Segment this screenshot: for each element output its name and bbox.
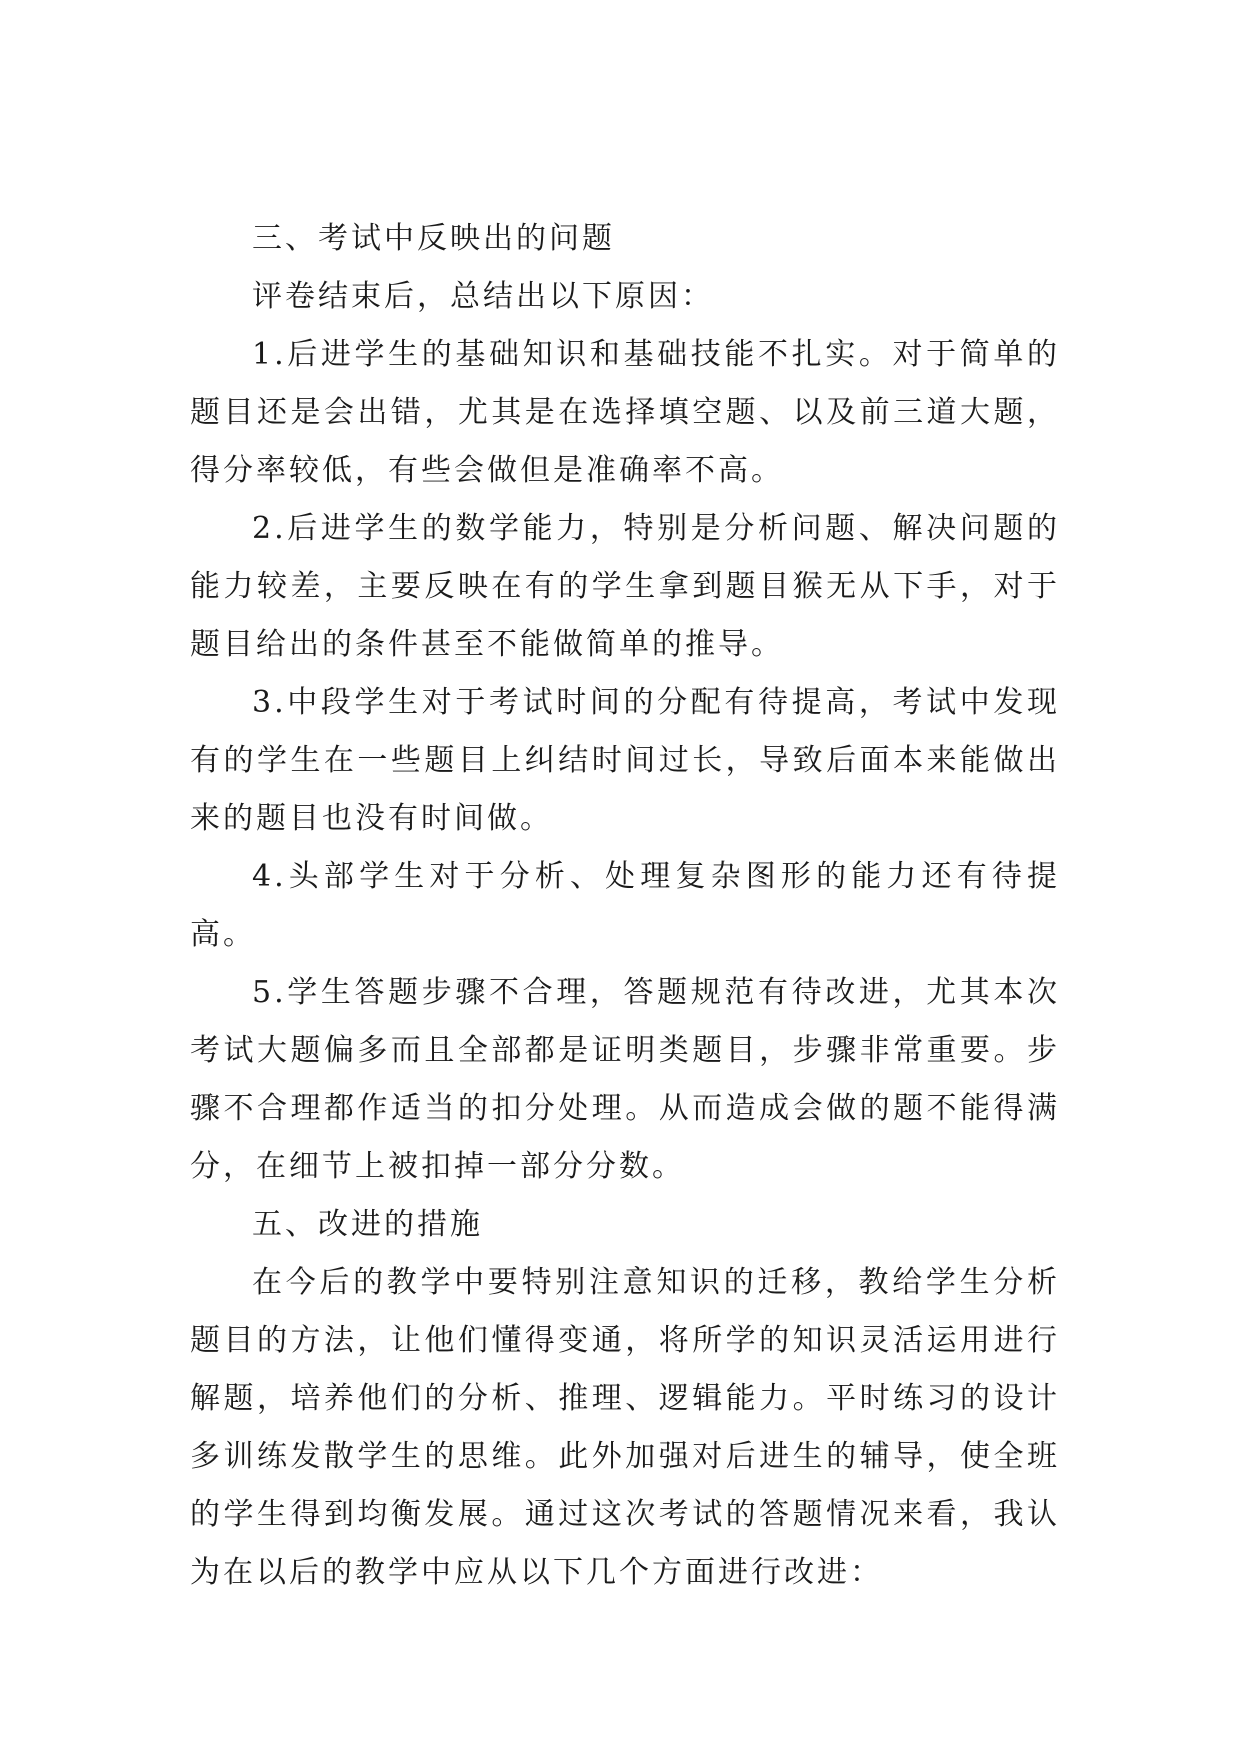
paragraph-item-3: 3.中段学生对于考试时间的分配有待提高，考试中发现有的学生在一些题目上纠结时间过长，导致后面本来能做出来的题目也没有时间做。 [190,685,1060,836]
section-heading-improvements: 五、改进的措施 [252,1207,483,1242]
paragraph-item-1: 1.后进学生的基础知识和基础技能不扎实。对于简单的题目还是会出错，尤其是在选择填空题、以及前三道大题，得分率较低，有些会做但是准确率不高。 [190,337,1060,488]
paragraph-item-4: 4.头部学生对于分析、处理复杂图形的能力还有待提高。 [190,859,1060,952]
paragraph-item-5: 5.学生答题步骤不合理，答题规范有待改进，尤其本次考试大题偏多而且全部都是证明类题目，步骤非常重要。步骤不合理都作适当的扣分处理。从而造成会做的题不能得满分，在细节上被扣掉一部分分数。 [190,975,1060,1184]
paragraph-item-2: 2.后进学生的数学能力，特别是分析问题、解决问题的能力较差，主要反映在有的学生拿到题目猴无从下手，对于题目给出的条件甚至不能做简单的推导。 [190,511,1060,662]
paragraph-improvements: 在今后的教学中要特别注意知识的迁移，教给学生分析题目的方法，让他们懂得变通，将所学的知识灵活运用进行解题，培养他们的分析、推理、逻辑能力。平时练习的设计多训练发散学生的思维。此外加强对后进生的辅导，使全班的学生得到均衡发展。通过这次考试的答题情况来看，我认为在以后的教学中应从以下几个方面进行改进： [190,1265,1060,1590]
document-page [190,210,1060,1602]
section-heading-problems: 三、考试中反映出的问题 [252,221,615,256]
paragraph-intro: 评卷结束后，总结出以下原因： [252,279,714,314]
